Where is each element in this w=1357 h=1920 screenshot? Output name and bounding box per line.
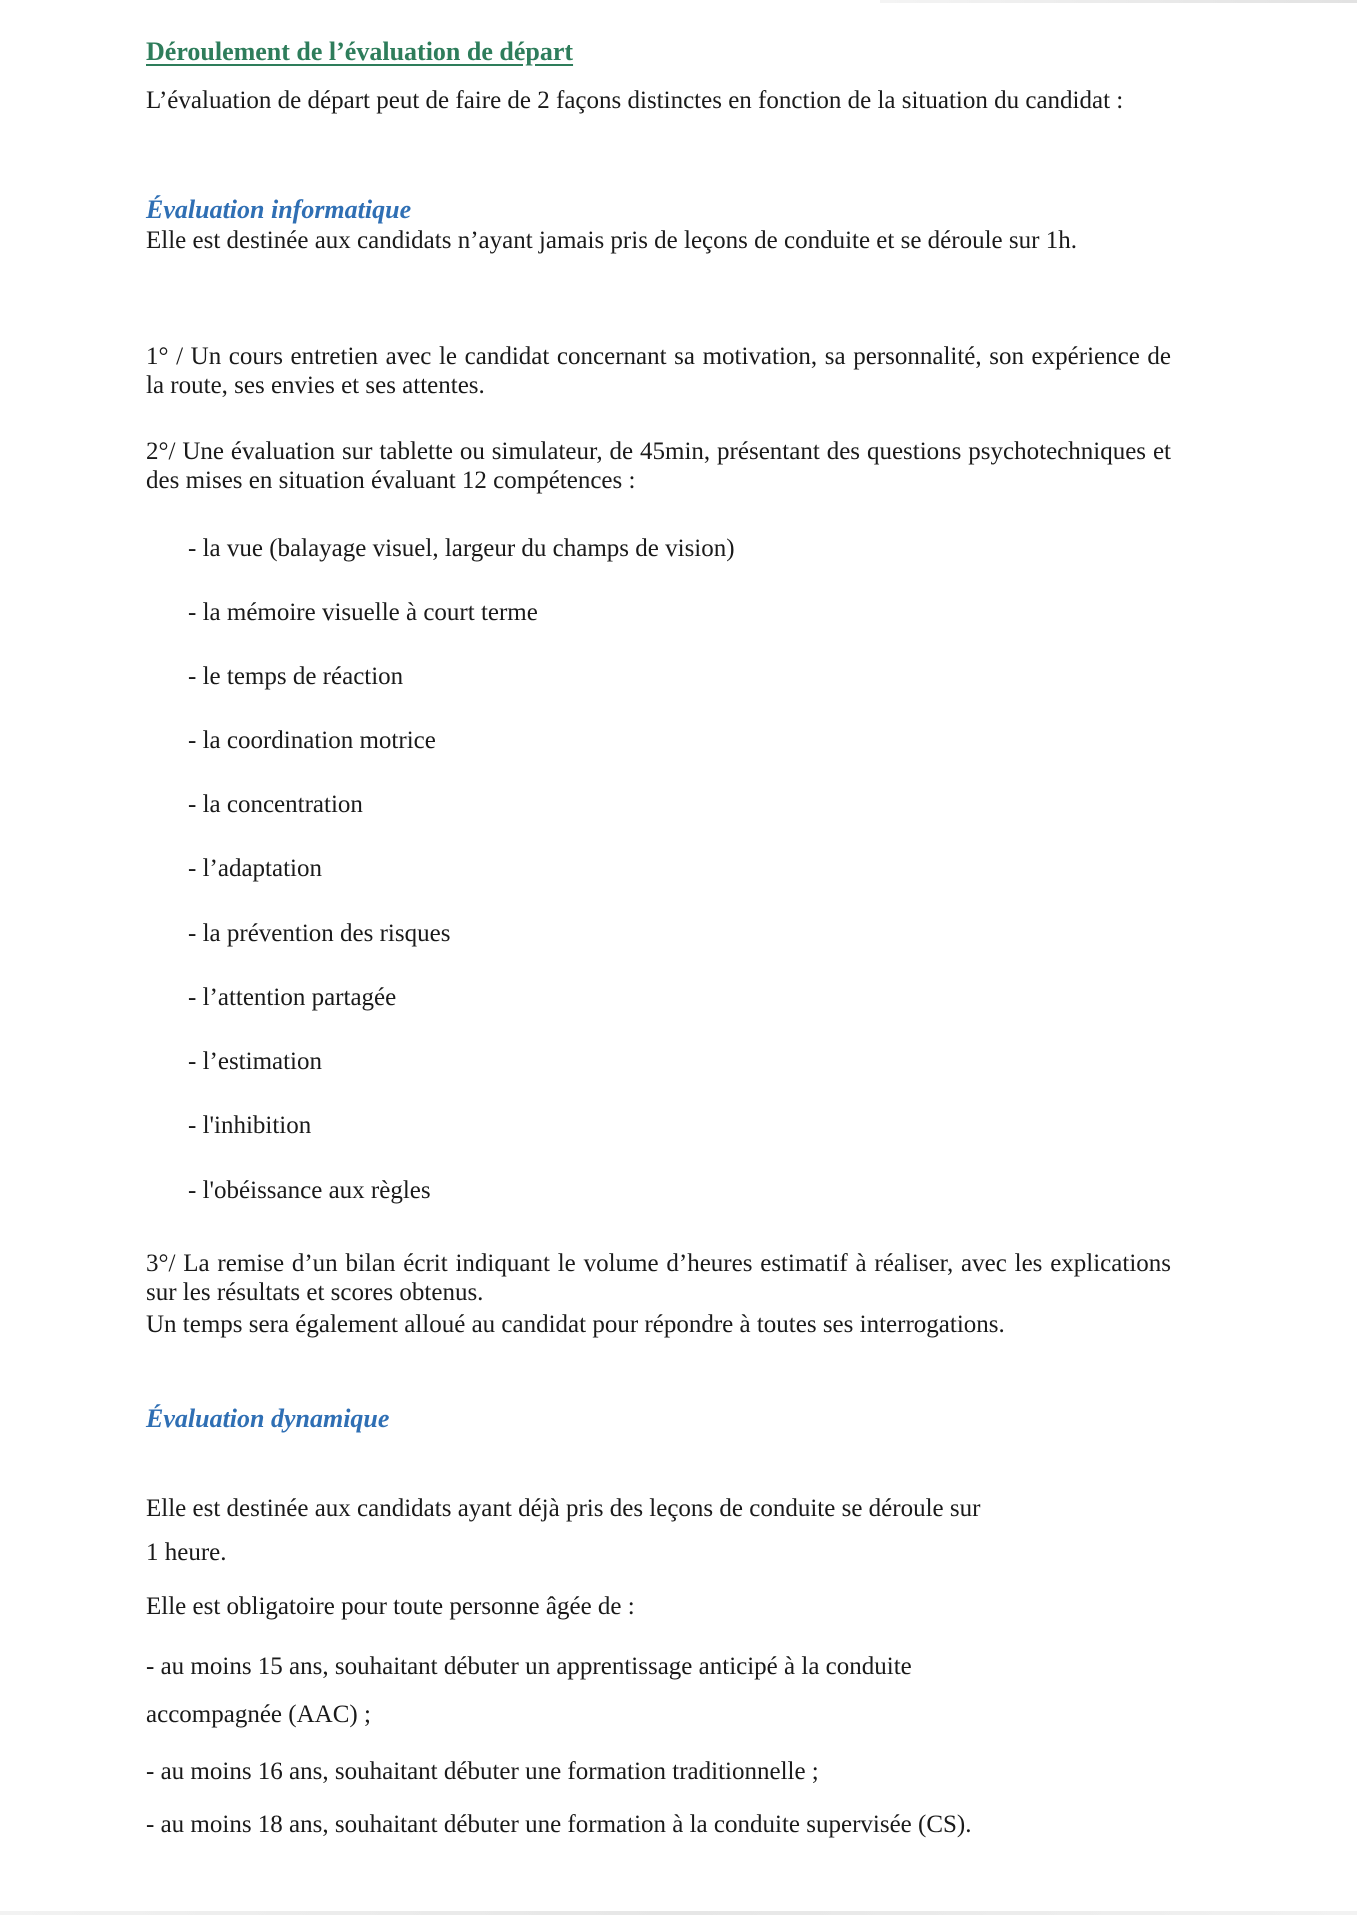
competence-item: - la coordination motrice bbox=[188, 727, 436, 754]
competence-item: - la concentration bbox=[188, 791, 363, 818]
competence-item: - l'obéissance aux règles bbox=[188, 1177, 431, 1204]
step-2-paragraph: 2°/ Une évaluation sur tablette ou simulateur, de 45min, présentant des questions psychotechniques et des mises en situation évaluant 12 compétences : bbox=[146, 438, 1171, 494]
intro-paragraph: L’évaluation de départ peut de faire de 2 façons distinctes en fonction de la situation du candidat : bbox=[146, 87, 1124, 114]
step-3-extra-line: Un temps sera également alloué au candidat pour répondre à toutes ses interrogations. bbox=[146, 1311, 1005, 1338]
competence-item: - la mémoire visuelle à court terme bbox=[188, 599, 538, 626]
condition-1-line-1: - au moins 15 ans, souhaitant débuter un apprentissage anticipé à la conduite bbox=[146, 1653, 912, 1680]
competence-item: - l’attention partagée bbox=[188, 984, 397, 1011]
dynamique-description-line-1: Elle est destinée aux candidats ayant déjà pris des leçons de conduite se déroule sur bbox=[146, 1495, 981, 1522]
section-heading-informatique: Évaluation informatique bbox=[146, 195, 412, 224]
dynamique-description-line-2: 1 heure. bbox=[146, 1539, 227, 1566]
page-title: Déroulement de l’évaluation de départ bbox=[146, 37, 574, 66]
scan-edge-bottom bbox=[0, 1911, 1357, 1915]
competence-item: - l’adaptation bbox=[188, 855, 322, 882]
section-heading-dynamique: Évaluation dynamique bbox=[146, 1404, 390, 1433]
condition-3-line: - au moins 18 ans, souhaitant débuter une formation à la conduite supervisée (CS). bbox=[146, 1811, 972, 1838]
competence-item: - la vue (balayage visuel, largeur du champs de vision) bbox=[188, 535, 735, 562]
scan-edge-top bbox=[880, 0, 1357, 3]
obligation-line: Elle est obligatoire pour toute personne âgée de : bbox=[146, 1593, 635, 1620]
step-3-paragraph: 3°/ La remise d’un bilan écrit indiquant le volume d’heures estimatif à réaliser, avec les explications sur les résultats et scores obtenus. bbox=[146, 1250, 1171, 1306]
condition-1-line-2: accompagnée (AAC) ; bbox=[146, 1701, 371, 1728]
informatique-description: Elle est destinée aux candidats n’ayant jamais pris de leçons de conduite et se déroule sur 1h. bbox=[146, 227, 1077, 254]
competence-item: - la prévention des risques bbox=[188, 920, 451, 947]
competence-item: - le temps de réaction bbox=[188, 663, 404, 690]
competence-item: - l’estimation bbox=[188, 1048, 322, 1075]
step-1-paragraph: 1° / Un cours entretien avec le candidat concernant sa motivation, sa personnalité, son expérience de la route, ses envies et ses attentes. bbox=[146, 343, 1171, 399]
competence-item: - l'inhibition bbox=[188, 1112, 312, 1139]
condition-2-line: - au moins 16 ans, souhaitant débuter une formation traditionnelle ; bbox=[146, 1758, 819, 1785]
